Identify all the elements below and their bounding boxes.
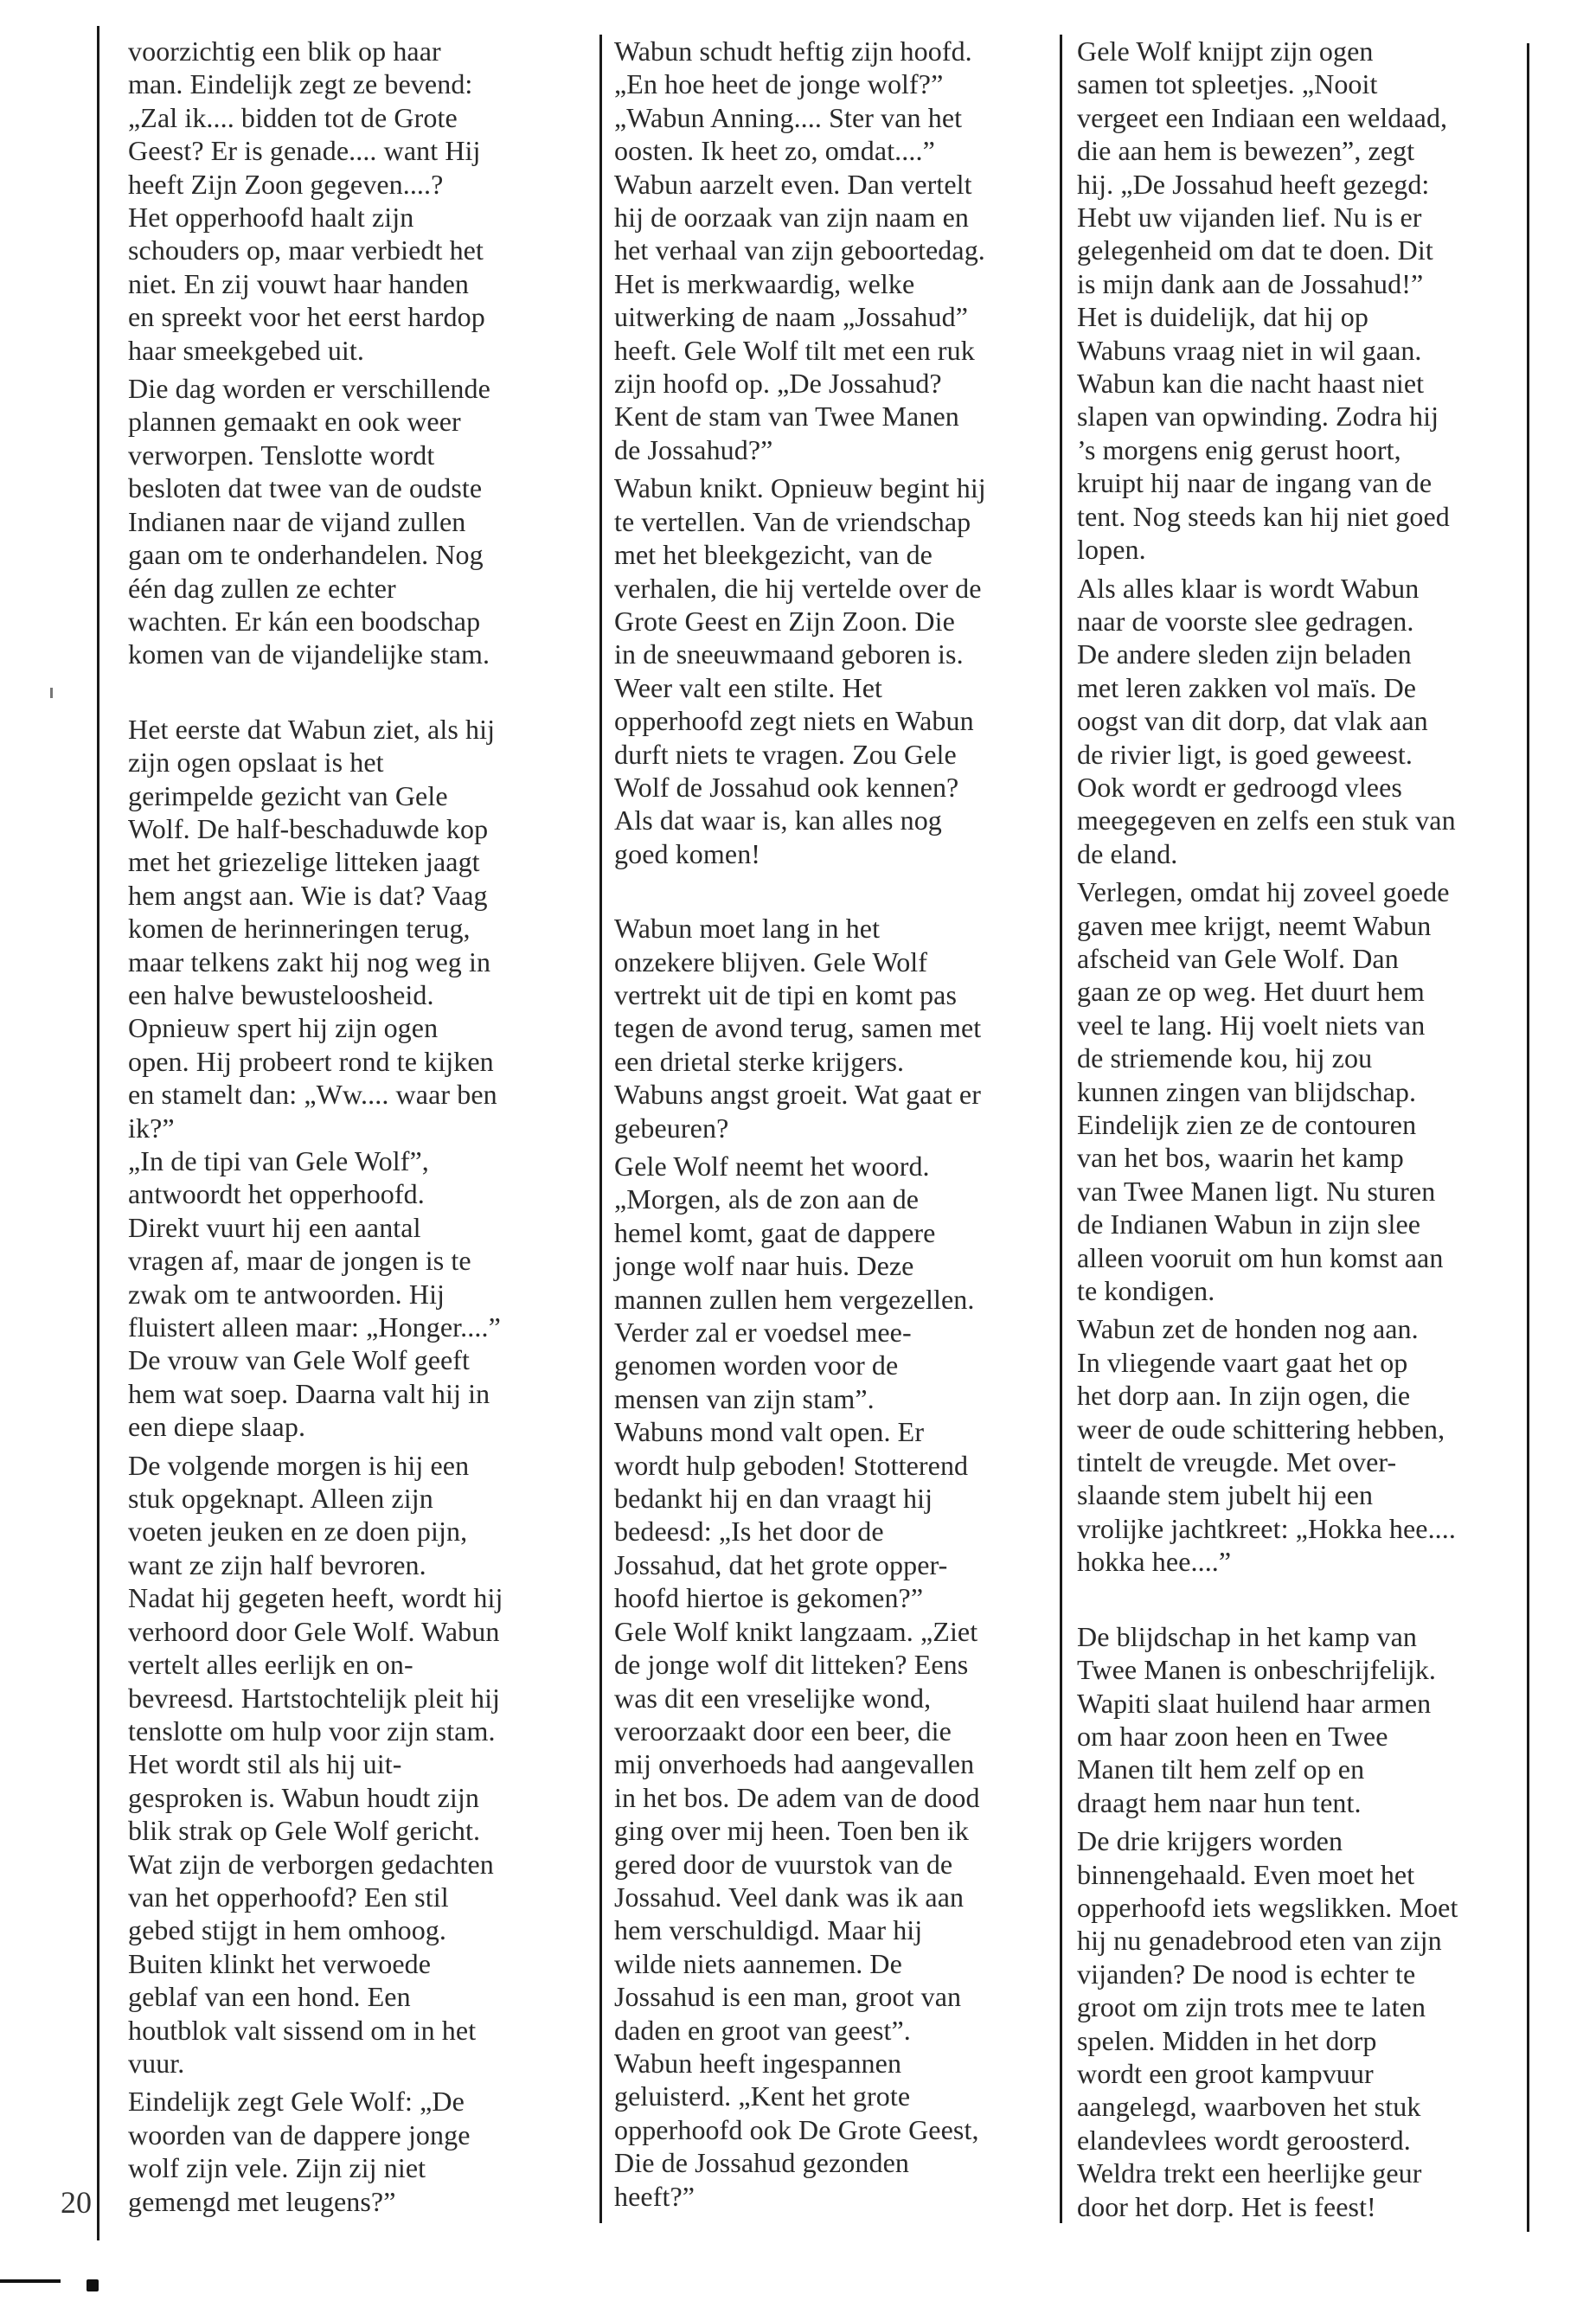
paragraph xyxy=(1077,875,1566,1307)
text-line: vertelt alles eerlijk en on- xyxy=(128,1649,413,1681)
text-line: een diepe slaap. xyxy=(128,1411,306,1443)
text-line: gaven mee krijgt, neemt Wabun xyxy=(1077,909,1432,941)
text-line: Wabuns angst groeit. Wat gaat er xyxy=(614,1079,981,1111)
text-line: Die de Jossahud gezonden xyxy=(614,2147,909,2179)
text-line: vergeet een Indiaan een weldaad, xyxy=(1077,101,1448,133)
text-line: hem angst aan. Wie is dat? Vaag xyxy=(128,879,488,911)
paragraph xyxy=(1077,572,1566,871)
text-line: Die dag worden er verschillende xyxy=(128,373,490,405)
text-line: stuk opgeknapt. Alleen zijn xyxy=(128,1483,433,1515)
text-line: met leren zakken vol maïs. De xyxy=(1077,671,1417,703)
text-line: blik strak op Gele Wolf gericht. xyxy=(128,1815,481,1847)
text-line: Direkt vuurt hij een aantal xyxy=(128,1211,421,1243)
text-line: in het bos. De adem van de dood xyxy=(614,1781,980,1813)
text-line: komen de herinneringen terug, xyxy=(128,913,471,945)
text-line: Gele Wolf knikt langzaam. „Ziet xyxy=(614,1615,978,1647)
text-line: slapen van opwinding. Zodra hij xyxy=(1077,401,1439,433)
text-line: ging over mij heen. Toen ben ik xyxy=(614,1815,969,1847)
text-line: het verhaal van zijn geboortedag. xyxy=(614,234,985,266)
text-line: fluistert alleen maar: „Honger....” xyxy=(128,1311,501,1343)
text-line: Wabun moet lang in het xyxy=(614,913,881,945)
text-line: die aan hem is bewezen”, zegt xyxy=(1077,135,1415,167)
text-line: hemel komt, gaat de dappere xyxy=(614,1216,936,1248)
text-line: samen tot spleetjes. „Nooit xyxy=(1077,68,1378,100)
text-line: gered door de vuurstok van de xyxy=(614,1848,953,1880)
text-line: Het eerste dat Wabun ziet, als hij xyxy=(128,713,496,745)
paragraph xyxy=(614,471,1103,870)
text-line: Wabuns vraag niet in wil gaan. xyxy=(1077,334,1422,366)
text-line: De vrouw van Gele Wolf geeft xyxy=(128,1344,471,1376)
text-line: te vertellen. Van de vriendschap xyxy=(614,505,971,537)
text-line: de rivier ligt, is goed geweest. xyxy=(1077,738,1413,770)
text-line: uitwerking de naam „Jossahud” xyxy=(614,301,969,333)
text-line: antwoordt het opperhoofd. xyxy=(128,1178,425,1210)
text-line: niet. En zij vouwt haar handen xyxy=(128,267,469,299)
text-line: alleen vooruit om hun komst aan xyxy=(1077,1241,1444,1273)
text-line: kunnen zingen van blijdschap. xyxy=(1077,1075,1417,1107)
text-line: „Wabun Anning.... Ster van het xyxy=(614,101,963,133)
text-line: wordt een groot kampvuur xyxy=(1077,2057,1374,2089)
text-line: Weldra trekt een heerlijke geur xyxy=(1077,2157,1422,2189)
text-line: hem wat soep. Daarna valt hij in xyxy=(128,1377,490,1409)
text-line: een halve bewusteloosheid. xyxy=(128,978,434,1010)
text-line: Wolf. De half-beschaduwde kop xyxy=(128,812,489,844)
text-line: geblaf van een hond. Een xyxy=(128,1981,411,2013)
paragraph xyxy=(128,2085,617,2218)
text-line: Wabun kan die nacht haast niet xyxy=(1077,368,1425,400)
text-line: man. Eindelijk zegt ze bevend: xyxy=(128,68,473,100)
text-line: Nadat hij gegeten heeft, wordt hij xyxy=(128,1582,503,1614)
paragraph xyxy=(128,713,617,1444)
page-number: 20 xyxy=(61,2185,92,2220)
text-line: hokka hee....” xyxy=(1077,1546,1232,1578)
text-line: in de sneeuwmaand geboren is. xyxy=(614,638,964,670)
text-line: was dit een vreselijke wond, xyxy=(614,1682,932,1714)
text-line: tenslotte om hulp voor zijn stam. xyxy=(128,1715,496,1747)
text-column-2 xyxy=(614,35,1103,2213)
text-line: veel te lang. Hij voelt niets van xyxy=(1077,1009,1426,1041)
text-line: het dorp aan. In zijn ogen, die xyxy=(1077,1380,1411,1412)
text-line: een drietal sterke krijgers. xyxy=(614,1045,905,1077)
text-line: bedankt hij en dan vraagt hij xyxy=(614,1483,933,1515)
text-line: open. Hij probeert rond te kijken xyxy=(128,1045,494,1077)
text-line: gemengd met leugens?” xyxy=(128,2185,396,2217)
text-line: goed komen! xyxy=(614,837,761,869)
text-line: wordt hulp geboden! Stotterend xyxy=(614,1449,969,1481)
text-line: de jonge wolf dit litteken? Eens xyxy=(614,1649,969,1681)
text-line: houtblok valt sissend om in het xyxy=(128,2014,477,2046)
text-line: voorzichtig een blik op haar xyxy=(128,35,441,67)
text-line: spelen. Midden in het dorp xyxy=(1077,2024,1377,2056)
text-line: gerimpelde gezicht van Gele xyxy=(128,779,448,811)
text-column-1 xyxy=(128,35,617,2218)
text-line: Weer valt een stilte. Het xyxy=(614,671,883,703)
text-line: hem verschuldigd. Maar hij xyxy=(614,1914,923,1946)
text-line: de Jossahud?” xyxy=(614,433,773,465)
paragraph xyxy=(1077,1620,1566,1819)
text-line: zwak om te antwoorden. Hij xyxy=(128,1278,445,1310)
text-line: veroorzaakt door een beer, die xyxy=(614,1715,952,1747)
text-line: opperhoofd ook De Grote Geest, xyxy=(614,2113,979,2145)
text-line: tintelt de vreugde. Met over- xyxy=(1077,1446,1397,1478)
text-line: geluisterd. „Kent het grote xyxy=(614,2080,911,2112)
paragraph xyxy=(614,912,1103,1144)
text-line: „In de tipi van Gele Wolf”, xyxy=(128,1145,429,1176)
paragraph xyxy=(128,372,617,671)
text-line: Eindelijk zegt Gele Wolf: „De xyxy=(128,2086,465,2118)
text-line: Eindelijk zien ze de contouren xyxy=(1077,1109,1417,1140)
text-line: Als alles klaar is wordt Wabun xyxy=(1077,572,1420,604)
text-line: heeft. Gele Wolf tilt met een ruk xyxy=(614,334,975,366)
text-line: Verder zal er voedsel mee- xyxy=(614,1317,912,1349)
text-line: weer de oude schittering hebben, xyxy=(1077,1413,1445,1445)
text-line: Wapiti slaat huilend haar armen xyxy=(1077,1687,1432,1719)
text-line: want ze zijn half bevroren. xyxy=(128,1548,426,1580)
text-line: oogst van dit dorp, dat vlak aan xyxy=(1077,705,1428,737)
text-line: Jossahud. Veel dank was ik aan xyxy=(614,1881,965,1913)
text-line: durft niets te vragen. Zou Gele xyxy=(614,738,957,770)
text-line: Wabuns mond valt open. Er xyxy=(614,1416,925,1448)
text-line: Als dat waar is, kan alles nog xyxy=(614,804,942,836)
text-line: de Indianen Wabun in zijn slee xyxy=(1077,1208,1421,1240)
text-line: door het dorp. Het is feest! xyxy=(1077,2190,1376,2222)
text-line: bedeesd: „Is het door de xyxy=(614,1516,884,1548)
text-line: Wolf de Jossahud ook kennen? xyxy=(614,771,959,803)
text-line: haar smeekgebed uit. xyxy=(128,334,364,366)
text-line: zijn ogen opslaat is het xyxy=(128,747,384,779)
text-line: en stamelt dan: „Ww.... waar ben xyxy=(128,1079,497,1111)
text-line: De drie krijgers worden xyxy=(1077,1825,1343,1857)
paragraph xyxy=(614,1150,1103,2213)
text-line: Wat zijn de verborgen gedachten xyxy=(128,1848,494,1880)
text-line: Het is duidelijk, dat hij op xyxy=(1077,301,1368,333)
text-line: groot om zijn trots mee te laten xyxy=(1077,1991,1426,2023)
text-line: Geest? Er is genade.... want Hij xyxy=(128,135,481,167)
text-line: Het opperhoofd haalt zijn xyxy=(128,202,414,234)
paragraph xyxy=(128,35,617,367)
text-line: kruipt hij naar de ingang van de xyxy=(1077,467,1433,499)
text-line: Manen tilt hem zelf op en xyxy=(1077,1753,1365,1785)
text-line: heeft Zijn Zoon gegeven....? xyxy=(128,168,444,200)
text-line: Buiten klinkt het verwoede xyxy=(128,1947,432,1979)
text-line: mij onverhoeds had aangevallen xyxy=(614,1748,975,1780)
text-line: hoofd hiertoe is gekomen?” xyxy=(614,1582,924,1614)
text-line: mensen van zijn stam”. xyxy=(614,1382,875,1414)
text-line: wilde niets aannemen. De xyxy=(614,1947,902,1979)
text-line: vrolijke jachtkreet: „Hokka hee.... xyxy=(1077,1512,1456,1544)
text-line: van Twee Manen ligt. Nu sturen xyxy=(1077,1175,1436,1207)
text-line: met het bleekgezicht, van de xyxy=(614,539,933,571)
text-line: opperhoofd iets wegslikken. Moet xyxy=(1077,1891,1458,1923)
text-line: De volgende morgen is hij een xyxy=(128,1449,470,1481)
text-line: gaan ze op weg. Het duurt hem xyxy=(1077,976,1425,1008)
text-line: woorden van de dappere jonge xyxy=(128,2118,471,2150)
text-line: binnengehaald. Even moet het xyxy=(1077,1858,1415,1890)
text-line: komen van de vijandelijke stam. xyxy=(128,638,490,670)
paragraph xyxy=(1077,35,1566,567)
text-line: Grote Geest en Zijn Zoon. Die xyxy=(614,605,955,637)
text-line: wachten. Er kán een boodschap xyxy=(128,605,481,637)
text-line: Indianen naar de vijand zullen xyxy=(128,505,466,537)
text-line: heeft?” xyxy=(614,2180,695,2212)
text-line: draagt hem naar hun tent. xyxy=(1077,1786,1362,1818)
text-line: plannen gemaakt en ook weer xyxy=(128,406,461,438)
text-line: oosten. Ik heet zo, omdat....” xyxy=(614,135,935,167)
text-line: lopen. xyxy=(1077,534,1146,566)
crop-mark-dot xyxy=(87,2279,99,2291)
text-line: verhoord door Gele Wolf. Wabun xyxy=(128,1615,500,1647)
text-line: naar de voorste slee gedragen. xyxy=(1077,605,1414,637)
text-line: met het griezelige litteken jaagt xyxy=(128,846,480,878)
text-line: hij nu genadebrood eten van zijn xyxy=(1077,1925,1442,1957)
text-line: ik?” xyxy=(128,1112,175,1144)
text-column-3 xyxy=(1077,35,1566,2223)
text-line: Wabun heeft ingespannen xyxy=(614,2047,902,2079)
margin-mark xyxy=(50,688,53,698)
text-line: Wabun aarzelt even. Dan vertelt xyxy=(614,168,972,200)
text-line: gesproken is. Wabun houdt zijn xyxy=(128,1781,479,1813)
text-line: van het opperhoofd? Een stil xyxy=(128,1881,449,1913)
paragraph xyxy=(1077,1312,1566,1578)
text-line: voeten jeuken en ze doen pijn, xyxy=(128,1516,468,1548)
text-line: Opnieuw spert hij zijn ogen xyxy=(128,1012,439,1044)
text-line: vragen af, maar de jongen is te xyxy=(128,1245,471,1277)
text-line: gaan om te onderhandelen. Nog xyxy=(128,539,484,571)
text-line: maar telkens zakt hij nog weg in xyxy=(128,945,491,977)
paragraph xyxy=(1077,1824,1566,2223)
text-line: Het wordt stil als hij uit- xyxy=(128,1748,402,1780)
text-line: gebeuren? xyxy=(614,1112,729,1144)
text-line: vuur. xyxy=(128,2047,185,2079)
text-line: Jossahud is een man, groot van xyxy=(614,1981,962,2013)
text-line: hij de oorzaak van zijn naam en xyxy=(614,202,970,234)
text-line: meegegeven en zelfs een stuk van xyxy=(1077,804,1456,836)
text-line: vertrekt uit de tipi en komt pas xyxy=(614,978,957,1010)
text-line: besloten dat twee van de oudste xyxy=(128,472,483,504)
text-line: ’s morgens enig gerust hoort, xyxy=(1077,433,1401,465)
text-line: en spreekt voor het eerst hardop xyxy=(128,301,485,333)
text-line: jonge wolf naar huis. Deze xyxy=(614,1250,914,1282)
text-line: genomen worden voor de xyxy=(614,1349,899,1381)
text-line: hij. „De Jossahud heeft gezegd: xyxy=(1077,168,1430,200)
text-line: De blijdschap in het kamp van xyxy=(1077,1620,1418,1652)
text-line: aangelegd, waarboven het stuk xyxy=(1077,2091,1421,2123)
text-line: Kent de stam van Twee Manen xyxy=(614,401,959,433)
text-line: zijn hoofd op. „De Jossahud? xyxy=(614,368,942,400)
text-line: gelegenheid om dat te doen. Dit xyxy=(1077,234,1433,266)
text-line: te kondigen. xyxy=(1077,1275,1215,1307)
text-line: In vliegende vaart gaat het op xyxy=(1077,1346,1408,1378)
text-line: Jossahud, dat het grote opper- xyxy=(614,1548,948,1580)
text-line: Verlegen, omdat hij zoveel goede xyxy=(1077,876,1450,908)
text-line: één dag zullen ze echter xyxy=(128,572,396,604)
text-line: Twee Manen is onbeschrijfelijk. xyxy=(1077,1654,1436,1686)
text-line: verworpen. Tenslotte wordt xyxy=(128,439,435,471)
text-line: de eland. xyxy=(1077,837,1178,869)
text-line: „En hoe heet de jonge wolf?” xyxy=(614,68,944,100)
text-line: tegen de avond terug, samen met xyxy=(614,1012,982,1044)
paragraph xyxy=(614,35,1103,466)
text-line: de striemende kou, hij zou xyxy=(1077,1042,1373,1074)
text-line: Ook wordt er gedroogd vlees xyxy=(1077,771,1402,803)
text-line: onzekere blijven. Gele Wolf xyxy=(614,945,928,977)
text-line: Gele Wolf knijpt zijn ogen xyxy=(1077,35,1374,67)
text-line: Het is merkwaardig, welke xyxy=(614,267,915,299)
text-line: wolf zijn vele. Zijn zij niet xyxy=(128,2152,426,2184)
text-line: daden en groot van geest”. xyxy=(614,2014,911,2046)
text-line: mannen zullen hem vergezellen. xyxy=(614,1283,975,1315)
text-line: schouders op, maar verbiedt het xyxy=(128,234,484,266)
text-line: Hebt uw vijanden lief. Nu is er xyxy=(1077,202,1422,234)
text-line: Wabun zet de honden nog aan. xyxy=(1077,1313,1419,1345)
text-line: „Zal ik.... bidden tot de Grote xyxy=(128,101,458,133)
text-line: slaande stem jubelt hij een xyxy=(1077,1479,1374,1511)
text-line: om haar zoon heen en Twee xyxy=(1077,1720,1388,1752)
text-line: gebed stijgt in hem omhoog. xyxy=(128,1914,446,1946)
text-line: De andere sleden zijn beladen xyxy=(1077,638,1412,670)
text-line: bevreesd. Hartstochtelijk pleit hij xyxy=(128,1682,501,1714)
text-line: Wabun knikt. Opnieuw begint hij xyxy=(614,472,986,504)
text-line: is mijn dank aan de Jossahud!” xyxy=(1077,267,1424,299)
text-line: Gele Wolf neemt het woord. xyxy=(614,1150,930,1182)
left-margin-rule xyxy=(97,26,99,2240)
paragraph xyxy=(128,1449,617,2080)
text-line: elandevlees wordt geroosterd. xyxy=(1077,2124,1411,2156)
text-line: Wabun schudt heftig zijn hoofd. xyxy=(614,35,972,67)
text-line: „Morgen, als de zon aan de xyxy=(614,1183,920,1215)
text-line: tent. Nog steeds kan hij niet goed xyxy=(1077,500,1450,532)
text-line: afscheid van Gele Wolf. Dan xyxy=(1077,942,1399,974)
text-line: verhalen, die hij vertelde over de xyxy=(614,572,982,604)
text-line: vijanden? De nood is echter te xyxy=(1077,1958,1416,1990)
crop-mark xyxy=(0,2279,61,2283)
text-line: van het bos, waarin het kamp xyxy=(1077,1142,1404,1174)
text-line: opperhoofd zegt niets en Wabun xyxy=(614,705,974,737)
